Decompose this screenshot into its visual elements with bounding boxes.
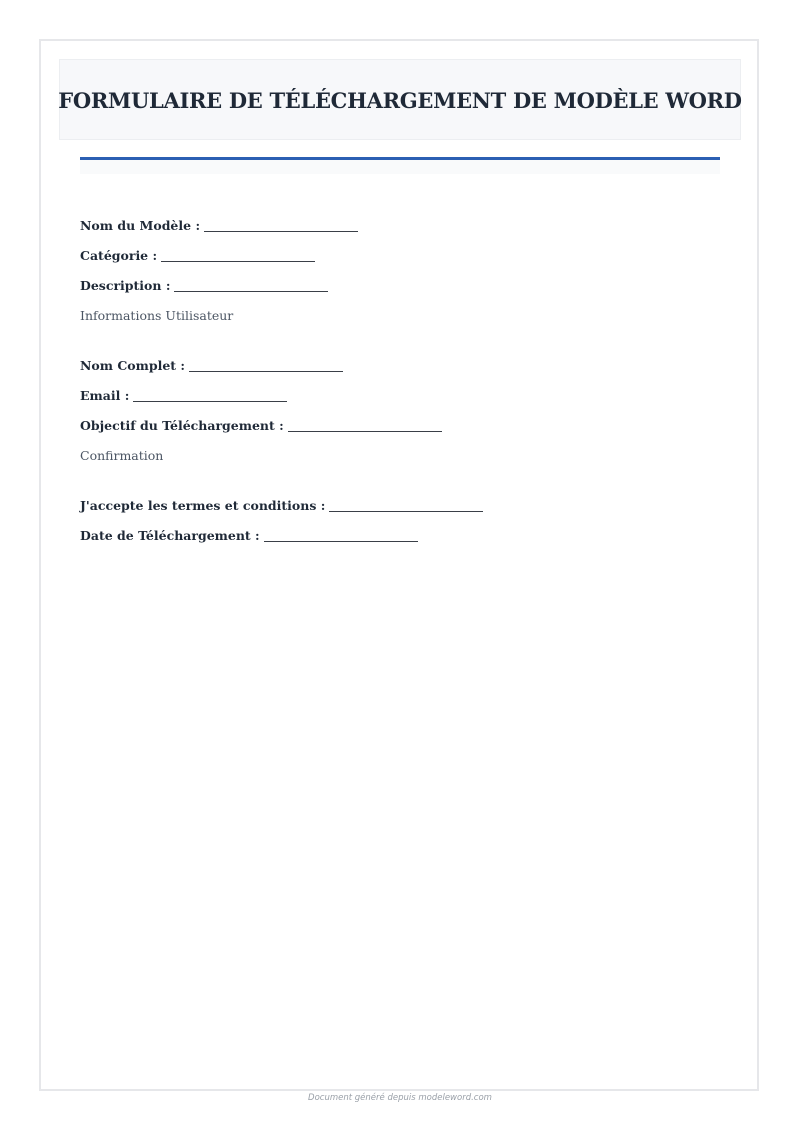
field-label: Nom Complet : <box>80 358 186 373</box>
title-rule <box>80 157 720 160</box>
title-rule-shadow <box>80 160 720 174</box>
field-label: Email : <box>80 388 130 403</box>
field-label: Catégorie : <box>80 248 158 263</box>
field-download-date <box>80 525 720 555</box>
section-heading-user: Informations Utilisateur <box>80 308 234 323</box>
field-label: Nom du Modèle : <box>80 218 201 233</box>
description-blank[interactable] <box>174 277 328 292</box>
field-description <box>80 275 720 305</box>
download-date-blank[interactable] <box>264 527 418 542</box>
field-label: Description : <box>80 278 171 293</box>
page-frame <box>39 39 759 1091</box>
field-email <box>80 385 720 415</box>
field-download-purpose <box>80 415 720 445</box>
document-title: FORMULAIRE DE TÉLÉCHARGEMENT DE MODÈLE WORD <box>58 88 742 113</box>
category-blank[interactable] <box>161 247 315 262</box>
footer-note: Document généré depuis modeleword.com <box>308 1093 492 1103</box>
form-area <box>80 215 720 555</box>
field-label: J'accepte les termes et conditions : <box>80 498 326 513</box>
field-full-name <box>80 355 720 385</box>
field-label: Date de Téléchargement : <box>80 528 260 543</box>
download-purpose-blank[interactable] <box>288 417 442 432</box>
email-blank[interactable] <box>133 387 287 402</box>
field-accept-terms <box>80 495 720 525</box>
field-template-name <box>80 215 720 245</box>
section-heading-confirmation: Confirmation <box>80 448 164 463</box>
accept-terms-blank[interactable] <box>329 497 483 512</box>
field-category <box>80 245 720 275</box>
template-name-blank[interactable] <box>204 217 358 232</box>
full-name-blank[interactable] <box>189 357 343 372</box>
field-label: Objectif du Téléchargement : <box>80 418 284 433</box>
